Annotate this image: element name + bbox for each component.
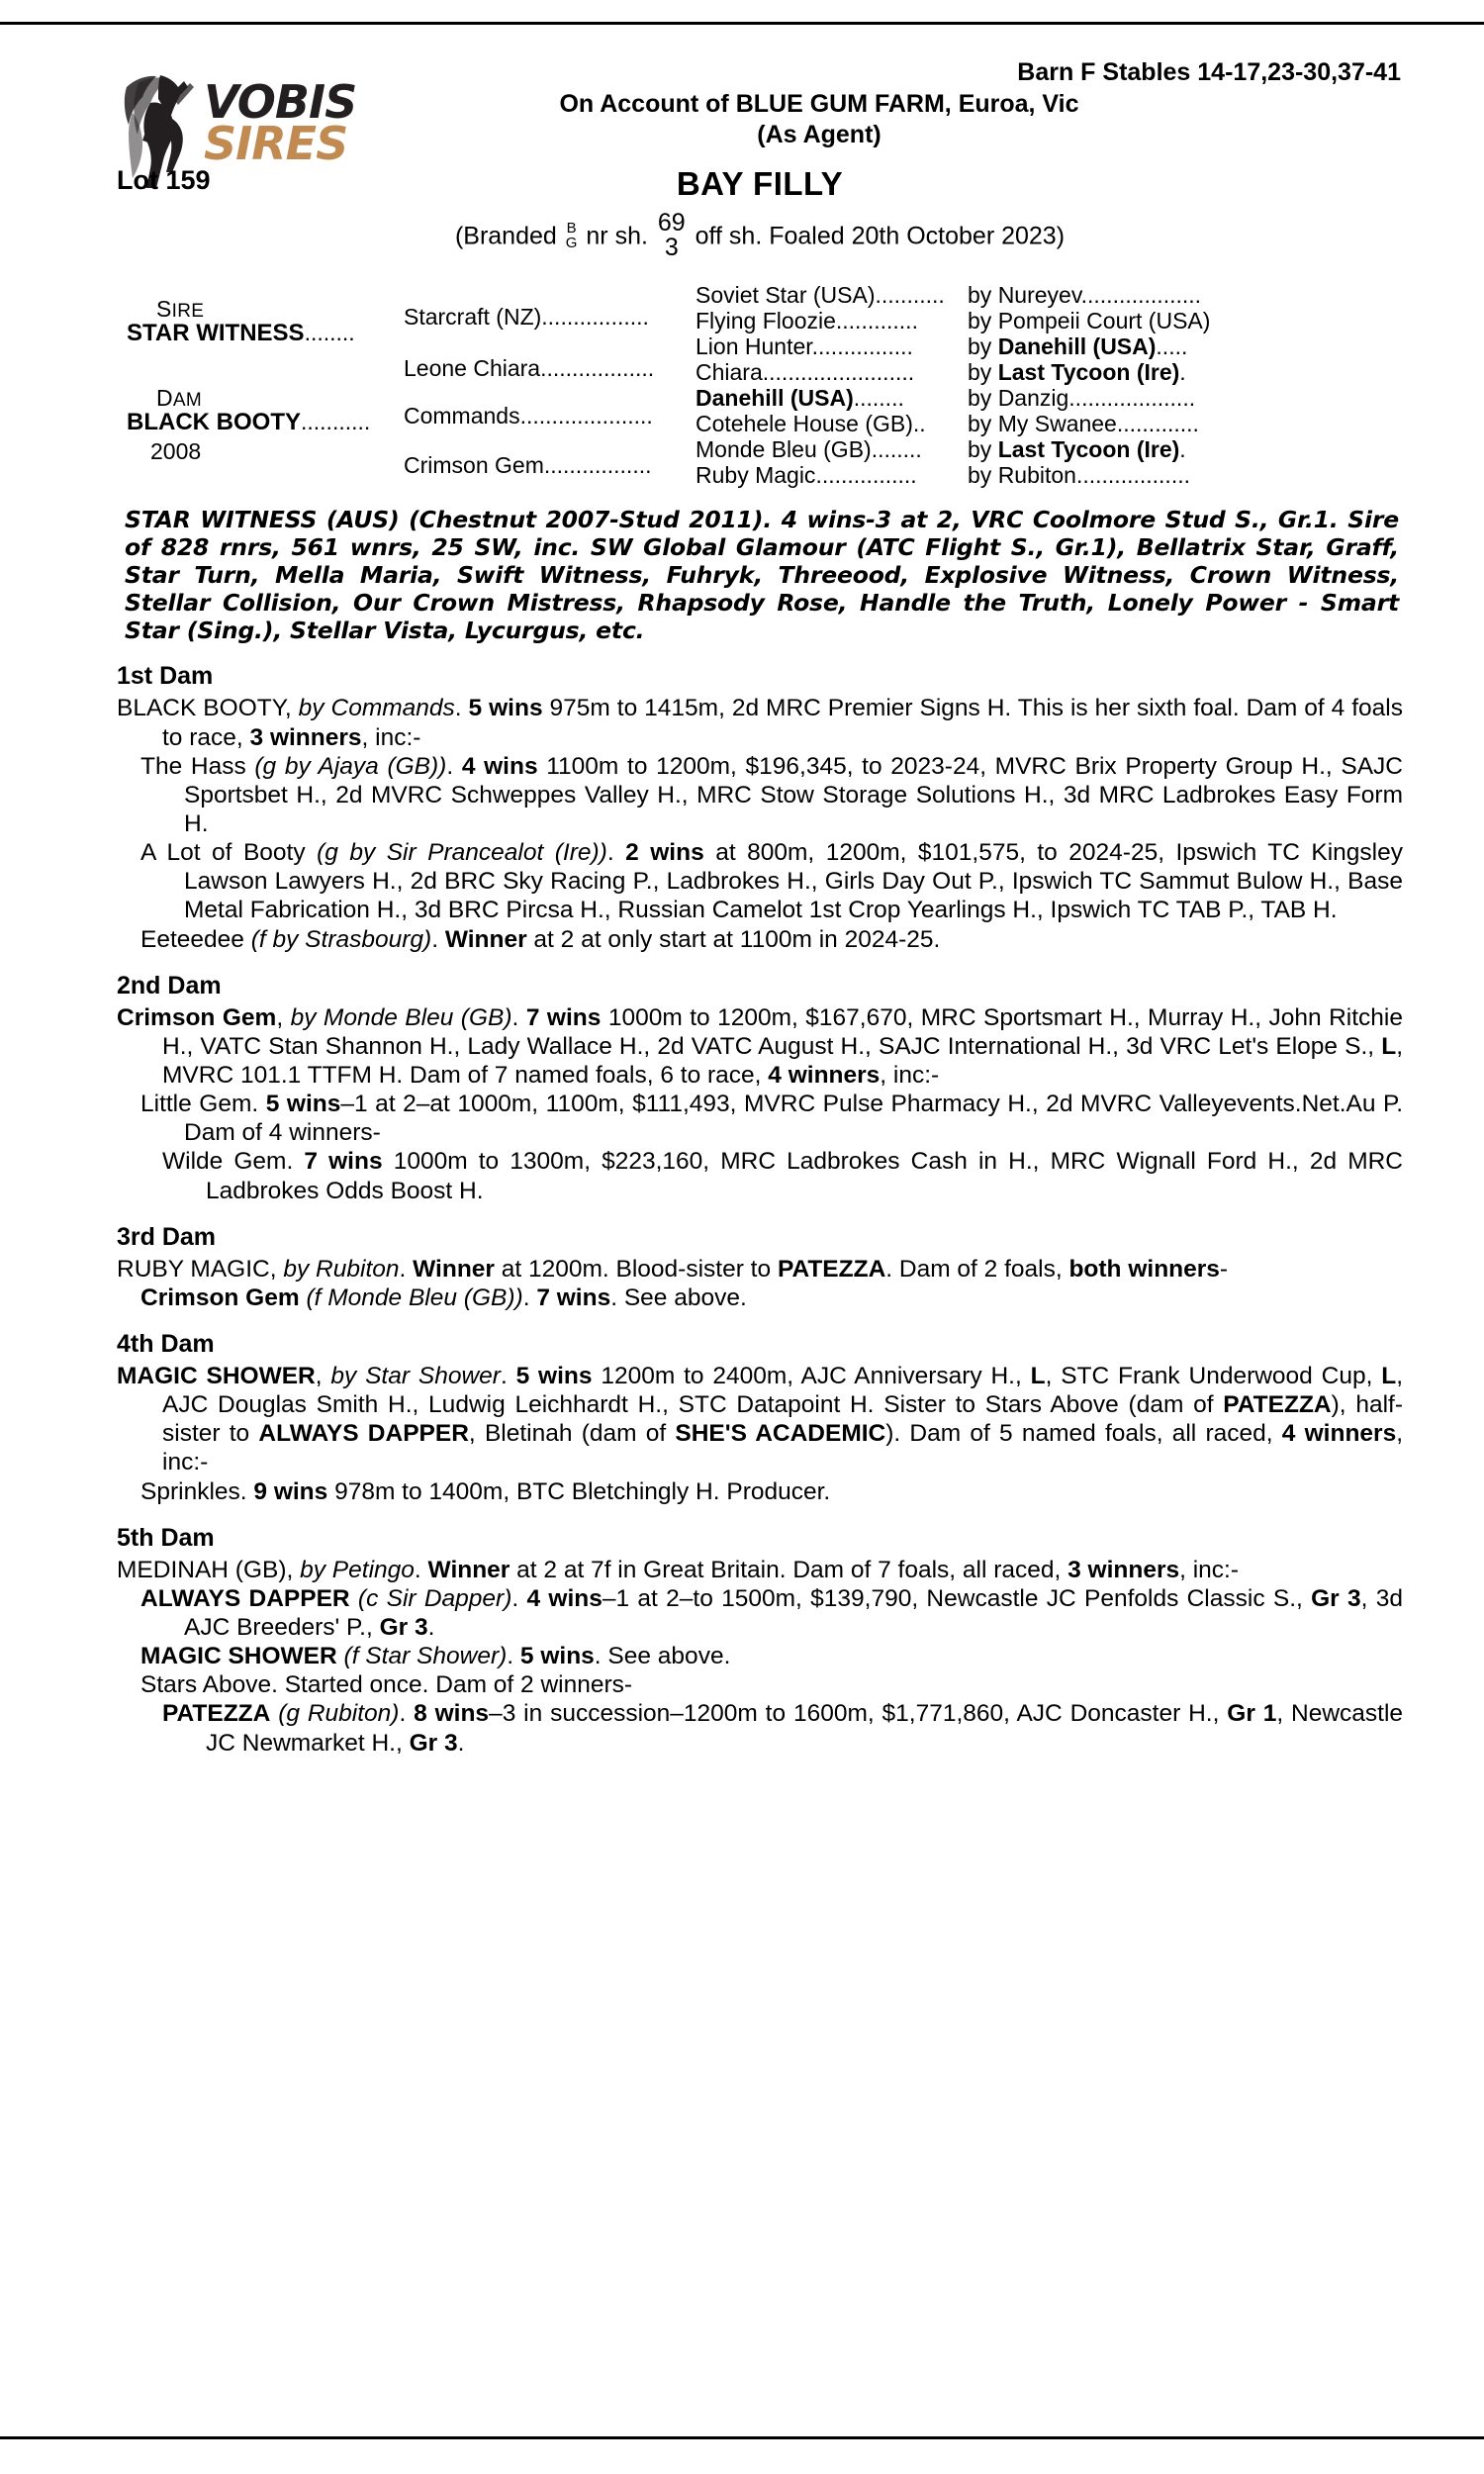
text-run: . (427, 1613, 435, 1641)
text-run: , Newcastle JC Newmarket H., (206, 1700, 1404, 1757)
text-run: 5 wins (265, 1091, 341, 1118)
pedigree-entry (117, 925, 1403, 954)
text-run: 7 wins (536, 1284, 611, 1311)
pedigree-entry (117, 1284, 1403, 1312)
text-run: A Lot of Booty (140, 839, 318, 867)
text-run: MEDINAH (GB) (117, 1556, 287, 1583)
barn-stables-line: Barn F Stables 14-17,23-30,37-41 (1017, 58, 1401, 86)
text-run: (f by Strasbourg) (250, 925, 432, 953)
text-run: , (286, 1556, 301, 1583)
text-run: . See above. (610, 1284, 747, 1311)
page-content (117, 57, 1403, 1758)
text-run: . See above. (594, 1643, 731, 1670)
text-run: at 1200m. Blood-sister to (494, 1255, 778, 1283)
gen4-row: by Danehill (USA)..... (968, 333, 1188, 359)
dam-section-heading: 4th Dam (117, 1329, 215, 1358)
text-run: 9 wins (253, 1477, 328, 1505)
dam-section-heading: 3rd Dam (117, 1222, 217, 1251)
text-run: by Rubiton (283, 1255, 400, 1283)
account-line: On Account of BLUE GUM FARM, Euroa, Vic (559, 89, 1079, 118)
pedigree-entry (117, 1642, 1403, 1670)
text-run: 2 wins (625, 839, 704, 867)
sire-name-row (127, 319, 355, 346)
dam-name: BLACK BOOTY (127, 408, 301, 435)
pedigree-entry (117, 1670, 1403, 1699)
text-run: Winner (413, 1255, 495, 1283)
page-title: BAY FILLY (676, 164, 844, 202)
text-run: by Petingo (300, 1556, 415, 1583)
dam-year: 2008 (150, 437, 202, 464)
sire-summary-paragraph: STAR WITNESS (AUS) (Chestnut 2007-Stud 2011). 4 wins-3 at 2, VRC Coolmore Stud S., Gr.1. Sire of 828 rnrs, 561 wnrs, 25 SW, inc. SW Global Glamour (ATC Flight S., Gr.1), Bellatrix Star, Graff, Star Turn, Mella Maria, Swift Witness, Fuhryk, Threeood, Explosive Witness, Crown Witness, Stellar Collision, Our Crown Mistress, Rhapsody Rose, Handle the Truth, Lonely Power - Smart Star (Sing.), Stellar Vista, Lycurgus, etc. (125, 505, 1399, 645)
text-run: . (457, 1729, 465, 1757)
text-run: L (1381, 1362, 1397, 1389)
text-run (337, 1643, 344, 1669)
text-run: (c Sir Dapper) (357, 1584, 512, 1612)
text-run: 1100m to 1200m, $196,345, to 2023-24, MVRC Brix Property Group H., SAJC Sportsbet H., 2d MVRC Schweppes Valley H., MRC Stow Storage Solutions H., 3d MRC Ladbrokes Easy Form H. (184, 752, 1403, 837)
text-run: The Hass (140, 752, 255, 780)
gen4-row: by Danzig.................... (968, 384, 1196, 411)
gen4-row: by Last Tycoon (Ire). (968, 435, 1186, 462)
text-run: 8 wins (414, 1700, 490, 1728)
pedigree-entry (117, 1255, 1403, 1284)
text-run: , inc:- (162, 1420, 1404, 1476)
text-run: 5 wins (515, 1362, 593, 1389)
header-block (235, 57, 1403, 151)
branded-mid: nr sh. (586, 222, 648, 250)
dam-section-heading: 5th Dam (117, 1523, 215, 1552)
text-run: . (414, 1556, 428, 1583)
lot-title-row (117, 165, 1403, 207)
gen3-row: Flying Floozie............. (696, 307, 918, 333)
text-run: 1000m to 1200m, $167,670, MRC Sportsmart H., Murray H., John Ritchie H., VATC Stan Shannon H., Lady Wallace H., 2d VATC August H., SAJC International H., 3d VRC Let's Elope S., (162, 1003, 1403, 1060)
text-run: ), half-sister to (162, 1391, 1403, 1448)
branded-prefix: (Branded (454, 222, 557, 250)
text-run: , 3d AJC Breeders' P., (184, 1584, 1403, 1641)
text-run: Eeteedee (140, 925, 251, 953)
text-run: MAGIC SHOWER (140, 1643, 337, 1670)
text-run: . (511, 1003, 526, 1031)
gen3-row: Ruby Magic................ (696, 461, 917, 488)
text-run: PATEZZA (1223, 1391, 1332, 1419)
dam-section-heading: 2nd Dam (117, 971, 222, 999)
pedigree-table (117, 281, 1403, 492)
text-run: , MVRC 101.1 TTFM H. Dam of 7 named foals, 6 to race, (162, 1032, 1403, 1089)
pedigree-entry (117, 1147, 1403, 1204)
text-run: at 2 at 7f in Great Britain. Dam of 7 foals, all raced, (510, 1556, 1068, 1583)
text-run: 3 winners (1067, 1556, 1180, 1583)
dam-name-row (127, 408, 371, 435)
text-run: 5 wins (519, 1643, 595, 1670)
text-run: ALWAYS DAPPER (140, 1584, 350, 1612)
text-run: L (1381, 1032, 1397, 1060)
text-run: , inc:- (1179, 1556, 1240, 1583)
text-run: , STC Frank Underwood Cup, (1045, 1362, 1382, 1389)
sire-label: SIRE (156, 295, 205, 322)
pedigree-entry (117, 1003, 1403, 1090)
text-run: by Star Shower (330, 1362, 501, 1389)
text-run: 5 wins (468, 695, 543, 722)
text-run: Winner (444, 925, 527, 953)
text-run: (f Monde Bleu (GB)) (306, 1284, 523, 1311)
text-run: ). Dam of 5 named foals, all raced, (885, 1420, 1282, 1448)
text-run: 4 wins (461, 752, 538, 780)
dam-dots: ........... (301, 408, 371, 434)
pedigree-entry (117, 1362, 1403, 1477)
text-run: , (315, 1362, 331, 1389)
text-run: Sprinkles. (140, 1477, 254, 1505)
text-run: Gr 3 (409, 1729, 458, 1757)
pedigree-entry (117, 1556, 1403, 1584)
text-run: at 800m, 1200m, $101,575, to 2024-25, Ipswich TC Kingsley Lawson Lawyers H., 2d BRC Sky Racing P., Ladbrokes H., Girls Day Out P., Ipswich TC Sammut Bulow H., Base Metal Fabrication H., 3d BRC Pircsa H., Russian Camelot 1st Crop Yearlings H., Ipswich TC TAB P., TAB H. (184, 839, 1403, 924)
pedigree-entry (117, 1584, 1403, 1642)
text-run: , (269, 1255, 284, 1283)
logo-vobis-text: VOBIS (204, 75, 357, 129)
brand-number-top: 69 (657, 208, 686, 237)
text-run: 3 winners (249, 723, 362, 751)
text-run: 978m to 1400m, BTC Bletchingly H. Producer. (327, 1477, 831, 1505)
text-run: 1000m to 1300m, $223,160, MRC Ladbrokes Cash in H., MRC Wignall Ford H., 2d MRC Ladbrokes Odds Boost H. (206, 1148, 1403, 1204)
text-run: , (276, 1003, 291, 1031)
text-run: , Bletinah (dam of (468, 1420, 676, 1448)
gen2-row: Leone Chiara.................. (404, 354, 655, 381)
text-run: Stars Above. Started once. Dam of 2 winners- (140, 1671, 633, 1699)
sire-name: STAR WITNESS (127, 319, 305, 346)
top-rule (0, 22, 1484, 25)
text-run: 1200m to 2400m, AJC Anniversary H., (592, 1362, 1031, 1389)
text-run: . (446, 752, 462, 780)
brand-symbol-top: B (566, 220, 577, 238)
brand-number (657, 208, 686, 261)
gen4-row: by My Swanee............. (968, 410, 1199, 436)
brand-symbol (566, 222, 578, 250)
agent-line: (As Agent) (757, 121, 881, 148)
pedigree-entry (117, 1477, 1403, 1506)
text-run: . (399, 1255, 414, 1283)
logo-wordmark (204, 75, 357, 171)
text-run: 7 wins (525, 1003, 602, 1031)
text-run: (g Rubiton) (278, 1700, 400, 1728)
text-run: . (399, 1700, 415, 1728)
text-run: . Dam of 2 foals, (885, 1255, 1069, 1283)
text-run: (g by Sir Prancealot (Ire)) (317, 839, 607, 867)
lot-number: Lot 159 (117, 164, 211, 195)
pedigree-entry (117, 1699, 1403, 1757)
text-run: ALWAYS DAPPER (258, 1420, 469, 1448)
text-run: –1 at 2–to 1500m, $139,790, Newcastle JC Penfolds Classic S., (602, 1584, 1312, 1612)
text-run: RUBY MAGIC (117, 1255, 270, 1283)
text-run: PATEZZA (777, 1255, 886, 1283)
text-run: 4 wins (526, 1584, 603, 1612)
text-run: Gr 3 (379, 1613, 428, 1641)
text-run: 975m to 1415m, 2d MRC Premier Signs H. This is her sixth foal. Dam of 4 foals to race, (162, 695, 1403, 751)
text-run: . (454, 695, 469, 722)
dam-label: DAM (156, 384, 203, 411)
logo-sires-text: SIRES (204, 117, 348, 171)
text-run: both winners (1068, 1255, 1220, 1283)
text-run: - (1219, 1255, 1229, 1283)
text-run: Little Gem. (140, 1091, 266, 1118)
gen2-row: Crimson Gem................. (404, 451, 652, 478)
branding-line (117, 208, 1403, 262)
gen3-row: Soviet Star (USA)........... (696, 281, 945, 308)
text-run: Winner (427, 1556, 510, 1583)
pedigree-entry (117, 1090, 1403, 1147)
sire-dots: ........ (304, 319, 355, 345)
gen4-row: by Last Tycoon (Ire). (968, 358, 1186, 385)
dam-sections (117, 662, 1403, 1757)
text-run: by Monde Bleu (GB) (290, 1003, 512, 1031)
text-run: (f Star Shower) (343, 1643, 508, 1670)
gen3-row: Danehill (USA)........ (696, 384, 904, 411)
text-run: (g by Ajaya (GB)) (254, 752, 447, 780)
text-run: BLACK BOOTY (117, 695, 285, 722)
text-run: . (522, 1284, 537, 1311)
text-run: by Commands (298, 695, 455, 722)
text-run: , inc:- (361, 723, 421, 751)
text-run: . (500, 1362, 516, 1389)
gen4-row: by Rubiton.................. (968, 461, 1190, 488)
gen4-row: by Pompeii Court (USA) (968, 307, 1211, 333)
gen4-row: by Nureyev................... (968, 281, 1202, 308)
text-run: , (284, 695, 299, 722)
pedigree-entry (117, 694, 1403, 751)
gen2-row: Commands..................... (404, 402, 653, 428)
text-run: –1 at 2–at 1000m, 1100m, $111,493, MVRC Pulse Pharmacy H., 2d MVRC Valleyevents.Net.Au P. Dam of 4 winners- (184, 1091, 1404, 1147)
gen3-row: Monde Bleu (GB)........ (696, 435, 922, 462)
text-run: Crimson Gem (117, 1003, 277, 1031)
text-run (350, 1585, 358, 1612)
text-run: . (431, 925, 445, 953)
brand-symbol-bottom: G (565, 234, 578, 251)
text-run: –3 in succession–1200m to 1600m, $1,771,860, AJC Doncaster H., (489, 1700, 1228, 1728)
gen3-row: Chiara........................ (696, 358, 915, 385)
text-run: SHE'S ACADEMIC (675, 1420, 886, 1448)
brand-number-bottom: 3 (664, 233, 679, 261)
text-run: . (507, 1643, 520, 1670)
bottom-rule (0, 2436, 1484, 2439)
text-run: , inc:- (880, 1061, 940, 1089)
text-run: Wilde Gem. (162, 1148, 305, 1176)
text-run: , AJC Douglas Smith H., Ludwig Leichhardt H., STC Datapoint H. Sister to Stars Above (dam of (162, 1362, 1403, 1419)
text-run: PATEZZA (162, 1700, 271, 1728)
text-run: at 2 at only start at 1100m in 2024-25. (526, 925, 941, 953)
text-run: Gr 3 (1311, 1584, 1361, 1612)
text-run: Gr 1 (1227, 1700, 1277, 1728)
branded-suffix: off sh. Foaled 20th October 2023) (695, 222, 1066, 250)
text-run: Crimson Gem (140, 1284, 300, 1311)
gen2-row: Starcraft (NZ)................. (404, 303, 649, 330)
pedigree-entry (117, 838, 1403, 924)
pedigree-entry (117, 752, 1403, 838)
gen3-row: Lion Hunter................ (696, 333, 913, 359)
text-run: 4 winners (1281, 1420, 1397, 1448)
text-run: L (1030, 1362, 1046, 1389)
dam-section-heading: 1st Dam (117, 662, 214, 691)
text-run: . (606, 839, 626, 867)
text-run: 4 winners (768, 1061, 881, 1089)
gen3-row: Cotehele House (GB).. (696, 410, 926, 436)
text-run: 7 wins (304, 1148, 383, 1176)
text-run: MAGIC SHOWER (117, 1362, 316, 1389)
text-run: . (511, 1584, 527, 1612)
